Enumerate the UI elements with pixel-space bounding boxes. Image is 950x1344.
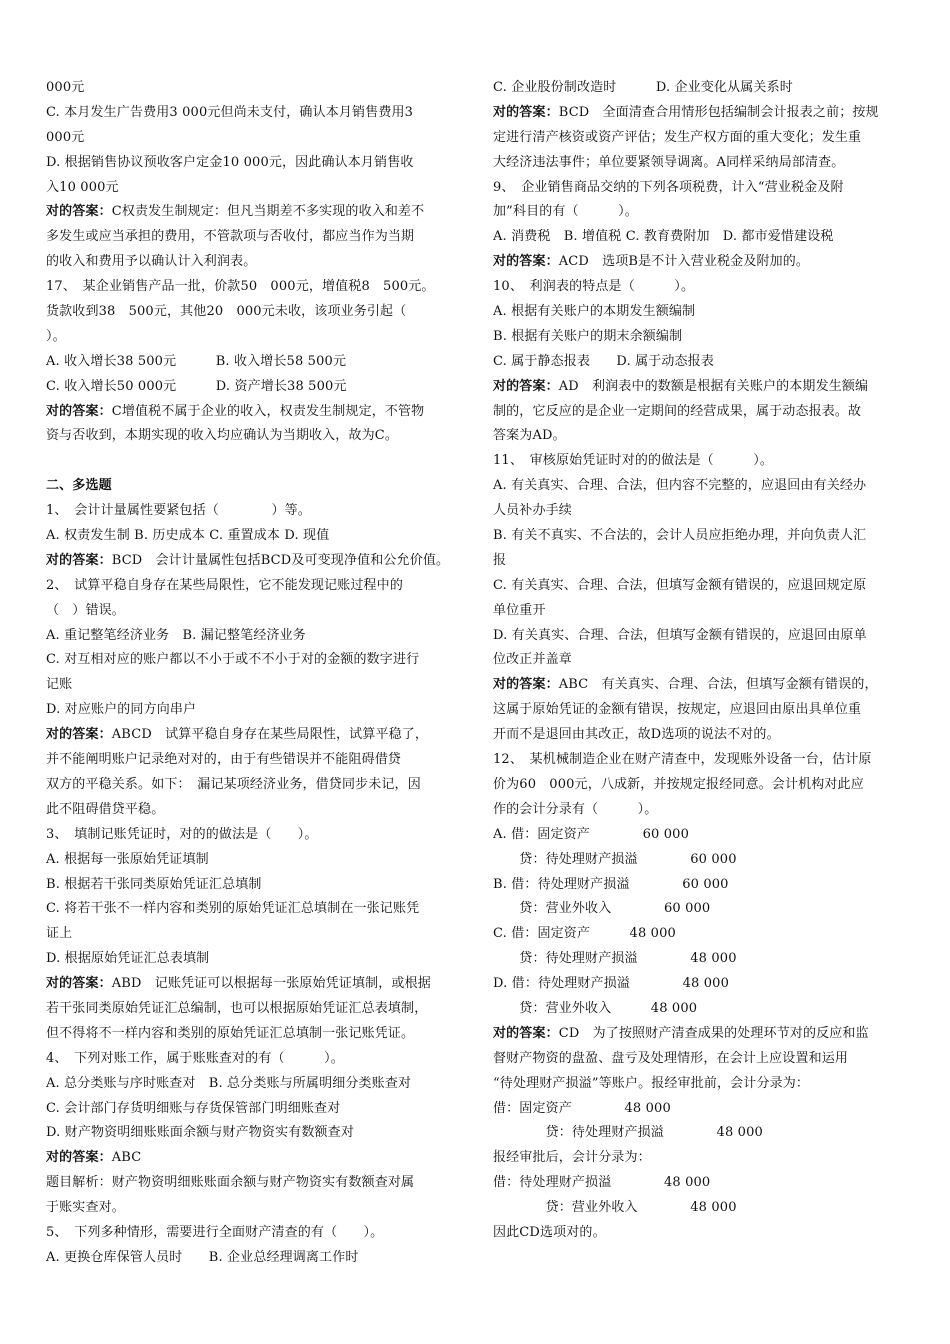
line-text: 记账 [46, 677, 73, 693]
line-text: A. 有关真实、合理、合法，但内容不完整的，应退回由有关经办 [493, 478, 867, 494]
line-text: 多发生或应当承担的费用，不管款项与否收付，都应当作为当期 [46, 229, 415, 245]
text-line [493, 350, 908, 375]
line-text: 督财产物资的盘盈、盘亏及处理情形，在会计上应设置和运用 [493, 1050, 849, 1066]
line-text: B. 根据若干张同类原始凭证汇总填制 [46, 876, 262, 892]
text-line [46, 1047, 461, 1072]
text-line [493, 873, 908, 898]
line-text: 11、 审核原始凭证时对的的做法是（ ）。 [493, 453, 773, 469]
line-text: 的收入和费用予以确认计入利润表。 [46, 254, 257, 270]
text-line [493, 200, 908, 225]
line-text: 贷：待处理财产损溢 48 000 [493, 1125, 763, 1141]
text-line [493, 300, 908, 325]
line-text: 加”科目的有（ ）。 [493, 204, 638, 220]
line-text: 1、 会计计量属性要紧包括（ ）等。 [46, 503, 311, 519]
line-text: A. 借：固定资产 60 000 [493, 826, 689, 842]
line-text: 双方的平稳关系。如下： 漏记某项经济业务，借贷同步未记，因 [46, 776, 421, 792]
text-line [46, 1221, 461, 1246]
line-text: 5、 下列多种情形，需要进行全面财产清查的有（ ）。 [46, 1224, 384, 1240]
line-text: C. 会计部门存货明细账与存货保管部门明细账查对 [46, 1100, 341, 1116]
line-text: B. 根据有关账户的期末余额编制 [493, 328, 683, 344]
text-line [46, 748, 461, 773]
text-line [46, 1072, 461, 1097]
line-text: BCD 会计计量属性包括BCD及可变现净值和公允价值。 [111, 552, 450, 568]
text-line [46, 897, 461, 922]
line-text: ABD 记账凭证可以根据每一张原始凭证填制，或根据 [111, 976, 431, 992]
line-text: 但不得将不一样内容和类别的原始凭证汇总填制一张记账凭证。 [46, 1025, 415, 1041]
text-line [493, 151, 908, 176]
text-line [46, 624, 461, 649]
text-line [46, 225, 461, 250]
text-line [493, 1196, 908, 1221]
text-line [46, 823, 461, 848]
line-text: C. 收入增长50 000元 D. 资产增长38 500元 [46, 378, 347, 394]
line-text: A. 根据每一张原始凭证填制 [46, 851, 209, 867]
line-text: 17、 某企业销售产品一批，价款50 000元，增值税8 500元。 [46, 279, 435, 295]
answer-line [493, 250, 908, 275]
line-text: D. 借：待处理财产损溢 48 000 [493, 976, 730, 992]
answer-line [493, 1022, 908, 1047]
line-text: “待处理财产损溢”等账户。报经审批前，会计分录为： [493, 1075, 810, 1091]
text-line [493, 972, 908, 997]
text-line [46, 873, 461, 898]
text-line [493, 897, 908, 922]
text-line [493, 748, 908, 773]
line-text: ）。 [46, 328, 66, 344]
text-line [493, 723, 908, 748]
line-text: 证上 [46, 926, 73, 942]
answer-line [46, 1146, 461, 1171]
line-text: 贷：营业外收入 60 000 [493, 901, 711, 917]
line-text: 答案为AD。 [493, 428, 566, 444]
answer-label: 对的答案： [46, 976, 112, 992]
text-line [46, 1022, 461, 1047]
line-text: ABC [111, 1150, 142, 1166]
text-line [493, 474, 908, 499]
line-text: 000元 [46, 80, 85, 95]
line-text: CD 为了按照财产清查成果的处理环节对的反应和监 [558, 1025, 869, 1041]
text-line [493, 1072, 908, 1097]
text-line [493, 1097, 908, 1122]
line-text: 定进行清产核资或资产评估；发生产权方面的重大变化；发生重 [493, 129, 862, 145]
line-text: A. 总分类账与序时账查对 B. 总分类账与所属明细分类账查对 [46, 1075, 412, 1091]
text-line [46, 126, 461, 151]
text-line [46, 648, 461, 673]
text-line [46, 798, 461, 823]
text-line [46, 449, 461, 474]
text-line [493, 325, 908, 350]
line-text: C. 属于静态报表 D. 属于动态报表 [493, 353, 714, 369]
text-line [46, 848, 461, 873]
text-line [46, 574, 461, 599]
line-text: 12、 某机械制造企业在财产清查中，发现账外设备一台，估计原 [493, 752, 872, 768]
line-text: 借：固定资产 48 000 [493, 1100, 671, 1116]
text-line [493, 1146, 908, 1171]
line-text: 二、多选题 [46, 478, 112, 494]
line-text: 大经济违法事件；单位要紧领导调离。A同样采纳局部清查。 [493, 154, 845, 170]
line-text: 报 [493, 552, 507, 568]
text-line [46, 1196, 461, 1221]
text-line [46, 250, 461, 275]
answer-line [493, 375, 908, 400]
answer-label: 对的答案： [493, 254, 559, 270]
text-line [46, 947, 461, 972]
line-text: 人员补办手续 [493, 503, 572, 519]
text-line [493, 225, 908, 250]
line-text: 开而不是退回由其改正，故D选项的说法不对的。 [493, 727, 780, 743]
text-line [493, 1121, 908, 1146]
line-text: A. 重记整笔经济业务 B. 漏记整笔经济业务 [46, 627, 306, 643]
section-heading [46, 474, 461, 499]
text-line [493, 400, 908, 425]
text-line [46, 599, 461, 624]
text-line [46, 698, 461, 723]
right-column [493, 76, 908, 1246]
line-text: 若干张同类原始凭证汇总编制，也可以根据原始凭证汇总表填制， [46, 1000, 428, 1016]
answer-line [46, 400, 461, 425]
line-text: A. 权责发生制 B. 历史成本 C. 重置成本 D. 现值 [46, 528, 330, 544]
line-text: 单位重开 [493, 602, 546, 618]
line-text: C. 将若干张不一样内容和类别的原始凭证汇总填制在一张记账凭 [46, 901, 420, 917]
text-line [46, 375, 461, 400]
text-line [493, 947, 908, 972]
answer-label: 对的答案： [493, 104, 559, 120]
answer-label: 对的答案： [46, 552, 112, 568]
text-line [46, 300, 461, 325]
line-text: BCD 全面清查合用情形包括编制会计报表之前；按规 [558, 104, 879, 120]
line-text: C. 有关真实、合理、合法，但填写金额有错误的，应退回规定原 [493, 577, 867, 593]
answer-line [46, 972, 461, 997]
line-text: 报经审批后，会计分录为： [493, 1150, 651, 1166]
line-text: 并不能阐明账户记录绝对对的，由于有些错误并不能阻碍借贷 [46, 752, 402, 768]
text-line [493, 1171, 908, 1196]
text-line [493, 176, 908, 201]
text-line [46, 424, 461, 449]
line-text: 贷：待处理财产损溢 60 000 [493, 851, 737, 867]
line-text: 资与否收到，本期实现的收入均应确认为当期收入，故为C。 [46, 428, 398, 444]
line-text: 3、 填制记账凭证时，对的的做法是（ ）。 [46, 826, 318, 842]
line-text: C. 企业股份制改造时 D. 企业变化从属关系时 [493, 80, 793, 95]
text-line [493, 773, 908, 798]
text-line [493, 698, 908, 723]
line-text: 贷：营业外收入 48 000 [493, 1000, 698, 1016]
line-text: 4、 下列对账工作，属于账账查对的有（ ）。 [46, 1050, 344, 1066]
text-line [493, 648, 908, 673]
left-column [46, 76, 461, 1271]
line-text: 作的会计分录有（ ）。 [493, 801, 658, 817]
text-line [46, 325, 461, 350]
line-text: 贷：待处理财产损溢 48 000 [493, 951, 737, 967]
text-line [46, 1171, 461, 1196]
line-text: 价为60 000元，八成新，并按规定报经同意。会计机构对此应 [493, 776, 864, 792]
text-line [493, 126, 908, 151]
text-line [493, 599, 908, 624]
line-text: 因此CD选项对的。 [493, 1224, 606, 1240]
line-text: ABC 有关真实、合理、合法，但填写金额有错误的， [558, 677, 878, 693]
line-text: D. 有关真实、合理、合法，但填写金额有错误的，应退回由原单 [493, 627, 867, 643]
answer-label: 对的答案： [46, 204, 112, 220]
line-text: C. 对互相对应的账户都以不小于或不不小于对的金额的数字进行 [46, 652, 420, 668]
text-line [493, 922, 908, 947]
text-line [493, 1047, 908, 1072]
line-text: 10、 利润表的特点是（ ）。 [493, 279, 695, 295]
line-text: ABCD 试算平稳自身存在某些局限性，试算平稳了， [111, 727, 429, 743]
text-line [46, 673, 461, 698]
line-text: 这属于原始凭证的金额有错误，按规定，应退回由原出具单位重 [493, 702, 862, 718]
line-text: A. 更换仓库保管人员时 B. 企业总经理调离工作时 [46, 1249, 359, 1265]
answer-label: 对的答案： [493, 378, 559, 394]
line-text: 题目解析：财产物资明细账账面余额与财产物资实有数额查对属 [46, 1175, 415, 1191]
answer-line [46, 200, 461, 225]
line-text: 于账实查对。 [46, 1200, 125, 1216]
answer-label: 对的答案： [493, 1025, 559, 1041]
text-line [493, 848, 908, 873]
text-line [46, 350, 461, 375]
line-text: D. 对应账户的同方向串户 [46, 702, 197, 718]
text-line [46, 101, 461, 126]
answer-line [493, 673, 908, 698]
text-line [46, 997, 461, 1022]
text-line [46, 1246, 461, 1271]
text-line [493, 499, 908, 524]
line-text: D. 根据销售协议预收客户定金10 000元，因此确认本月销售收 [46, 154, 414, 170]
line-text: C增值税不属于企业的收入，权责发生制规定，不管物 [111, 403, 425, 419]
text-line [46, 922, 461, 947]
line-text: 贷：营业外收入 48 000 [493, 1200, 737, 1216]
text-line [493, 624, 908, 649]
answer-line [46, 723, 461, 748]
line-text: A. 消费税 B. 增值税 C. 教育费附加 D. 都市爱惜建设税 [493, 229, 834, 245]
text-line [46, 151, 461, 176]
text-line [493, 76, 908, 101]
line-text: D. 财产物资明细账账面余额与财产物资实有数额查对 [46, 1125, 354, 1141]
line-text: 位改正并盖章 [493, 652, 572, 668]
line-text: （ ）错误。 [46, 602, 125, 618]
text-line [46, 76, 461, 101]
text-line [493, 798, 908, 823]
line-text: B. 有关不真实、不合法的，会计人员应拒绝办理，并向负责人汇 [493, 528, 867, 544]
text-line [493, 275, 908, 300]
line-text: 000元 [46, 129, 85, 145]
text-line [493, 549, 908, 574]
line-text: 制的，它反应的是企业一定期间的经营成果，属于动态报表。故 [493, 403, 862, 419]
text-line [493, 424, 908, 449]
line-text: 9、 企业销售商品交纳的下列各项税费，计入“营业税金及附 [493, 179, 844, 195]
text-line [46, 275, 461, 300]
answer-line [46, 549, 461, 574]
text-line [46, 1121, 461, 1146]
line-text: 货款收到38 500元，其他20 000元未收，该项业务引起（ [46, 304, 407, 320]
line-text: B. 借：待处理财产损溢 60 000 [493, 876, 729, 892]
line-text: C. 本月发生广告费用3 000元但尚未支付，确认本月销售费用3 [46, 104, 414, 120]
line-text: A. 根据有关账户的本期发生额编制 [493, 304, 696, 320]
line-text: 入10 000元 [46, 179, 119, 195]
line-text: C权责发生制规定：但凡当期差不多实现的收入和差不 [111, 204, 425, 220]
text-line [46, 176, 461, 201]
text-line [493, 524, 908, 549]
text-line [46, 773, 461, 798]
answer-label: 对的答案： [46, 1150, 112, 1166]
text-line [46, 524, 461, 549]
text-line [493, 1221, 908, 1246]
text-line [46, 1097, 461, 1122]
line-text: 2、 试算平稳自身存在某些局限性，它不能发现记账过程中的 [46, 577, 403, 593]
text-line [493, 574, 908, 599]
answer-label: 对的答案： [46, 727, 112, 743]
line-text: 此不阻碍借贷平稳。 [46, 801, 165, 817]
answer-label: 对的答案： [46, 403, 112, 419]
line-text: AD 利润表中的数额是根据有关账户的本期发生额编 [558, 378, 869, 394]
answer-label: 对的答案： [493, 677, 559, 693]
text-line [493, 823, 908, 848]
line-text: 借：待处理财产损溢 48 000 [493, 1175, 711, 1191]
text-line [493, 997, 908, 1022]
text-line [493, 449, 908, 474]
line-text: ACD 选项B是不计入营业税金及附加的。 [558, 254, 810, 270]
line-text: C. 借：固定资产 48 000 [493, 926, 676, 942]
line-text: D. 根据原始凭证汇总表填制 [46, 951, 210, 967]
text-line [46, 499, 461, 524]
answer-line [493, 101, 908, 126]
line-text: A. 收入增长38 500元 B. 收入增长58 500元 [46, 353, 347, 369]
